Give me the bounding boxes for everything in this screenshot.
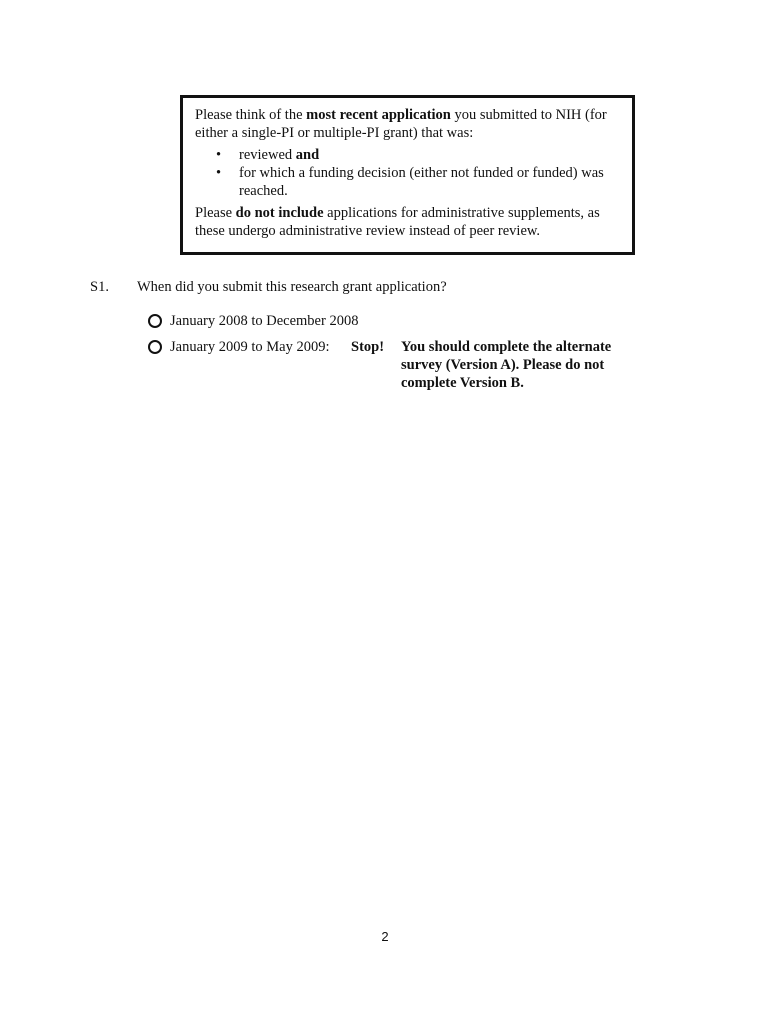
- bullet-icon: •: [216, 147, 222, 163]
- criteria-item-text: reviewed: [239, 147, 296, 163]
- notice-exclusion-text: Please: [195, 205, 236, 221]
- bullet-icon: •: [216, 165, 222, 181]
- notice-intro-emphasis: most recent application: [306, 107, 451, 123]
- stop-label: Stop!: [351, 339, 385, 355]
- notice-exclusion-rest: applications for administrative supplements, as these undergo administrative review instead of peer review.: [195, 205, 600, 239]
- stop-message: You should complete the alternate survey (Version A). Please do not complete Version B.: [401, 339, 612, 391]
- question-text: When did you submit this research grant application?: [137, 279, 447, 295]
- notice-content: [195, 106, 625, 240]
- criteria-list: [195, 146, 625, 200]
- option-label: January 2008 to December 2008: [170, 313, 359, 329]
- radio-button-icon[interactable]: [148, 314, 162, 328]
- radio-button-icon[interactable]: [148, 340, 162, 354]
- notice-box: [180, 95, 635, 255]
- notice-intro-text: Please think of the: [195, 107, 307, 123]
- question-number: S1.: [90, 279, 109, 295]
- notice-intro: [195, 106, 625, 142]
- option-label: January 2009 to May 2009:: [170, 339, 330, 355]
- criteria-item-reviewed: [195, 146, 625, 164]
- criteria-item-text: for which a funding decision (either not funded or funded) was reached.: [239, 165, 604, 199]
- notice-exclusion: [195, 204, 625, 240]
- notice-intro-rest: you submitted to NIH (for either a single-PI or multiple-PI grant) that was:: [195, 107, 607, 141]
- page-number: 2: [381, 929, 389, 944]
- criteria-item-emphasis: and: [295, 147, 320, 163]
- notice-exclusion-emphasis: do not include: [235, 205, 324, 221]
- criteria-item-funding: [195, 164, 625, 200]
